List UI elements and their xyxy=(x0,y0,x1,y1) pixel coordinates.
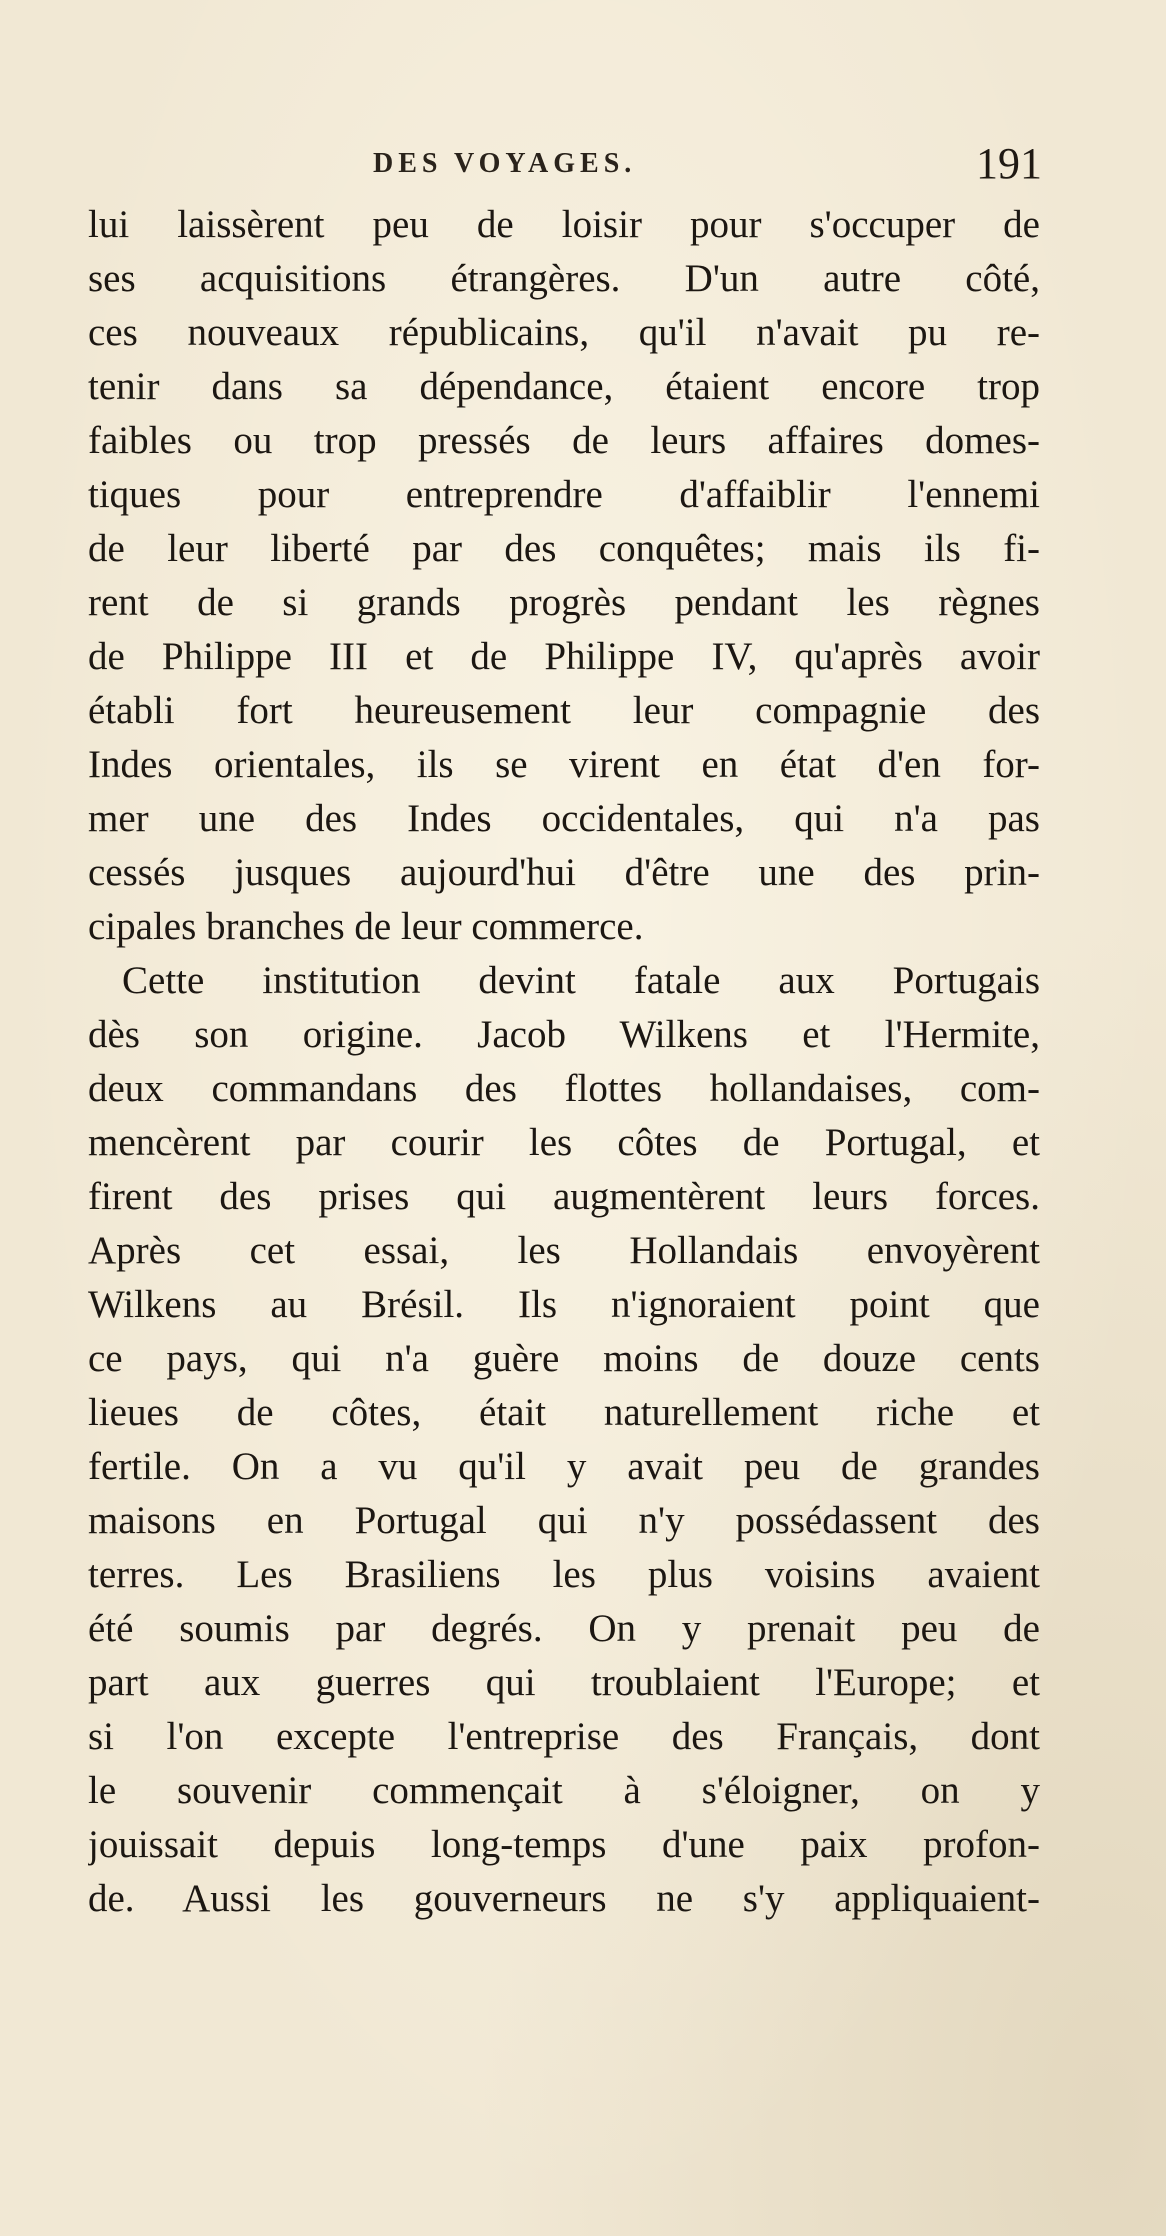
text-line: ce pays, qui n'a guère moins de douze cents xyxy=(88,1337,1040,1380)
text-line: ses acquisitions étrangères. D'un autre côté, xyxy=(88,257,1040,300)
text-line: jouissait depuis long-temps d'une paix profon- xyxy=(88,1823,1040,1866)
text-line: faibles ou trop pressés de leurs affaires domes- xyxy=(88,419,1040,462)
running-title: DES VOYAGES. xyxy=(373,148,637,179)
paragraph-end-line: cipales branches de leur commerce. xyxy=(88,905,644,948)
text-line: Après cet essai, les Hollandais envoyèrent xyxy=(88,1229,1040,1272)
paragraph-start-line: Cette institution devint fatale aux Portugais xyxy=(122,959,1040,1002)
text-line: de Philippe III et de Philippe IV, qu'après avoir xyxy=(88,635,1040,678)
text-line: été soumis par degrés. On y prenait peu de xyxy=(88,1607,1040,1650)
text-line: fertile. On a vu qu'il y avait peu de grandes xyxy=(88,1445,1040,1488)
text-line: deux commandans des flottes hollandaises, com- xyxy=(88,1067,1040,1110)
text-line: si l'on excepte l'entreprise des Français, dont xyxy=(88,1715,1040,1758)
page-number: 191 xyxy=(976,139,1042,188)
running-head xyxy=(88,140,1048,200)
text-line: mer une des Indes occidentales, qui n'a pas xyxy=(88,797,1040,840)
text-line: dès son origine. Jacob Wilkens et l'Hermite, xyxy=(88,1013,1040,1056)
text-line: terres. Les Brasiliens les plus voisins avaient xyxy=(88,1553,1040,1596)
text-line: tiques pour entreprendre d'affaiblir l'ennemi xyxy=(88,473,1040,516)
text-line: le souvenir commençait à s'éloigner, on y xyxy=(88,1769,1040,1812)
text-line: de leur liberté par des conquêtes; mais ils fi- xyxy=(88,527,1040,570)
text-line: lieues de côtes, était naturellement riche et xyxy=(88,1391,1040,1434)
text-line: Wilkens au Brésil. Ils n'ignoraient point que xyxy=(88,1283,1040,1326)
text-line: part aux guerres qui troublaient l'Europe; et xyxy=(88,1661,1040,1704)
text-line: ces nouveaux républicains, qu'il n'avait pu re- xyxy=(88,311,1040,354)
text-line: mencèrent par courir les côtes de Portugal, et xyxy=(88,1121,1040,1164)
text-line: maisons en Portugal qui n'y possédassent des xyxy=(88,1499,1040,1542)
text-line: tenir dans sa dépendance, étaient encore trop xyxy=(88,365,1040,408)
text-line: établi fort heureusement leur compagnie des xyxy=(88,689,1040,732)
text-line: cessés jusques aujourd'hui d'être une des prin- xyxy=(88,851,1040,894)
text-line: rent de si grands progrès pendant les règnes xyxy=(88,581,1040,624)
body-text xyxy=(88,198,1040,1926)
text-line: firent des prises qui augmentèrent leurs forces. xyxy=(88,1175,1040,1218)
text-line: Indes orientales, ils se virent en état d'en for- xyxy=(88,743,1040,786)
text-line: lui laissèrent peu de loisir pour s'occuper de xyxy=(88,203,1040,246)
text-line: de. Aussi les gouverneurs ne s'y appliquaient- xyxy=(88,1877,1040,1920)
